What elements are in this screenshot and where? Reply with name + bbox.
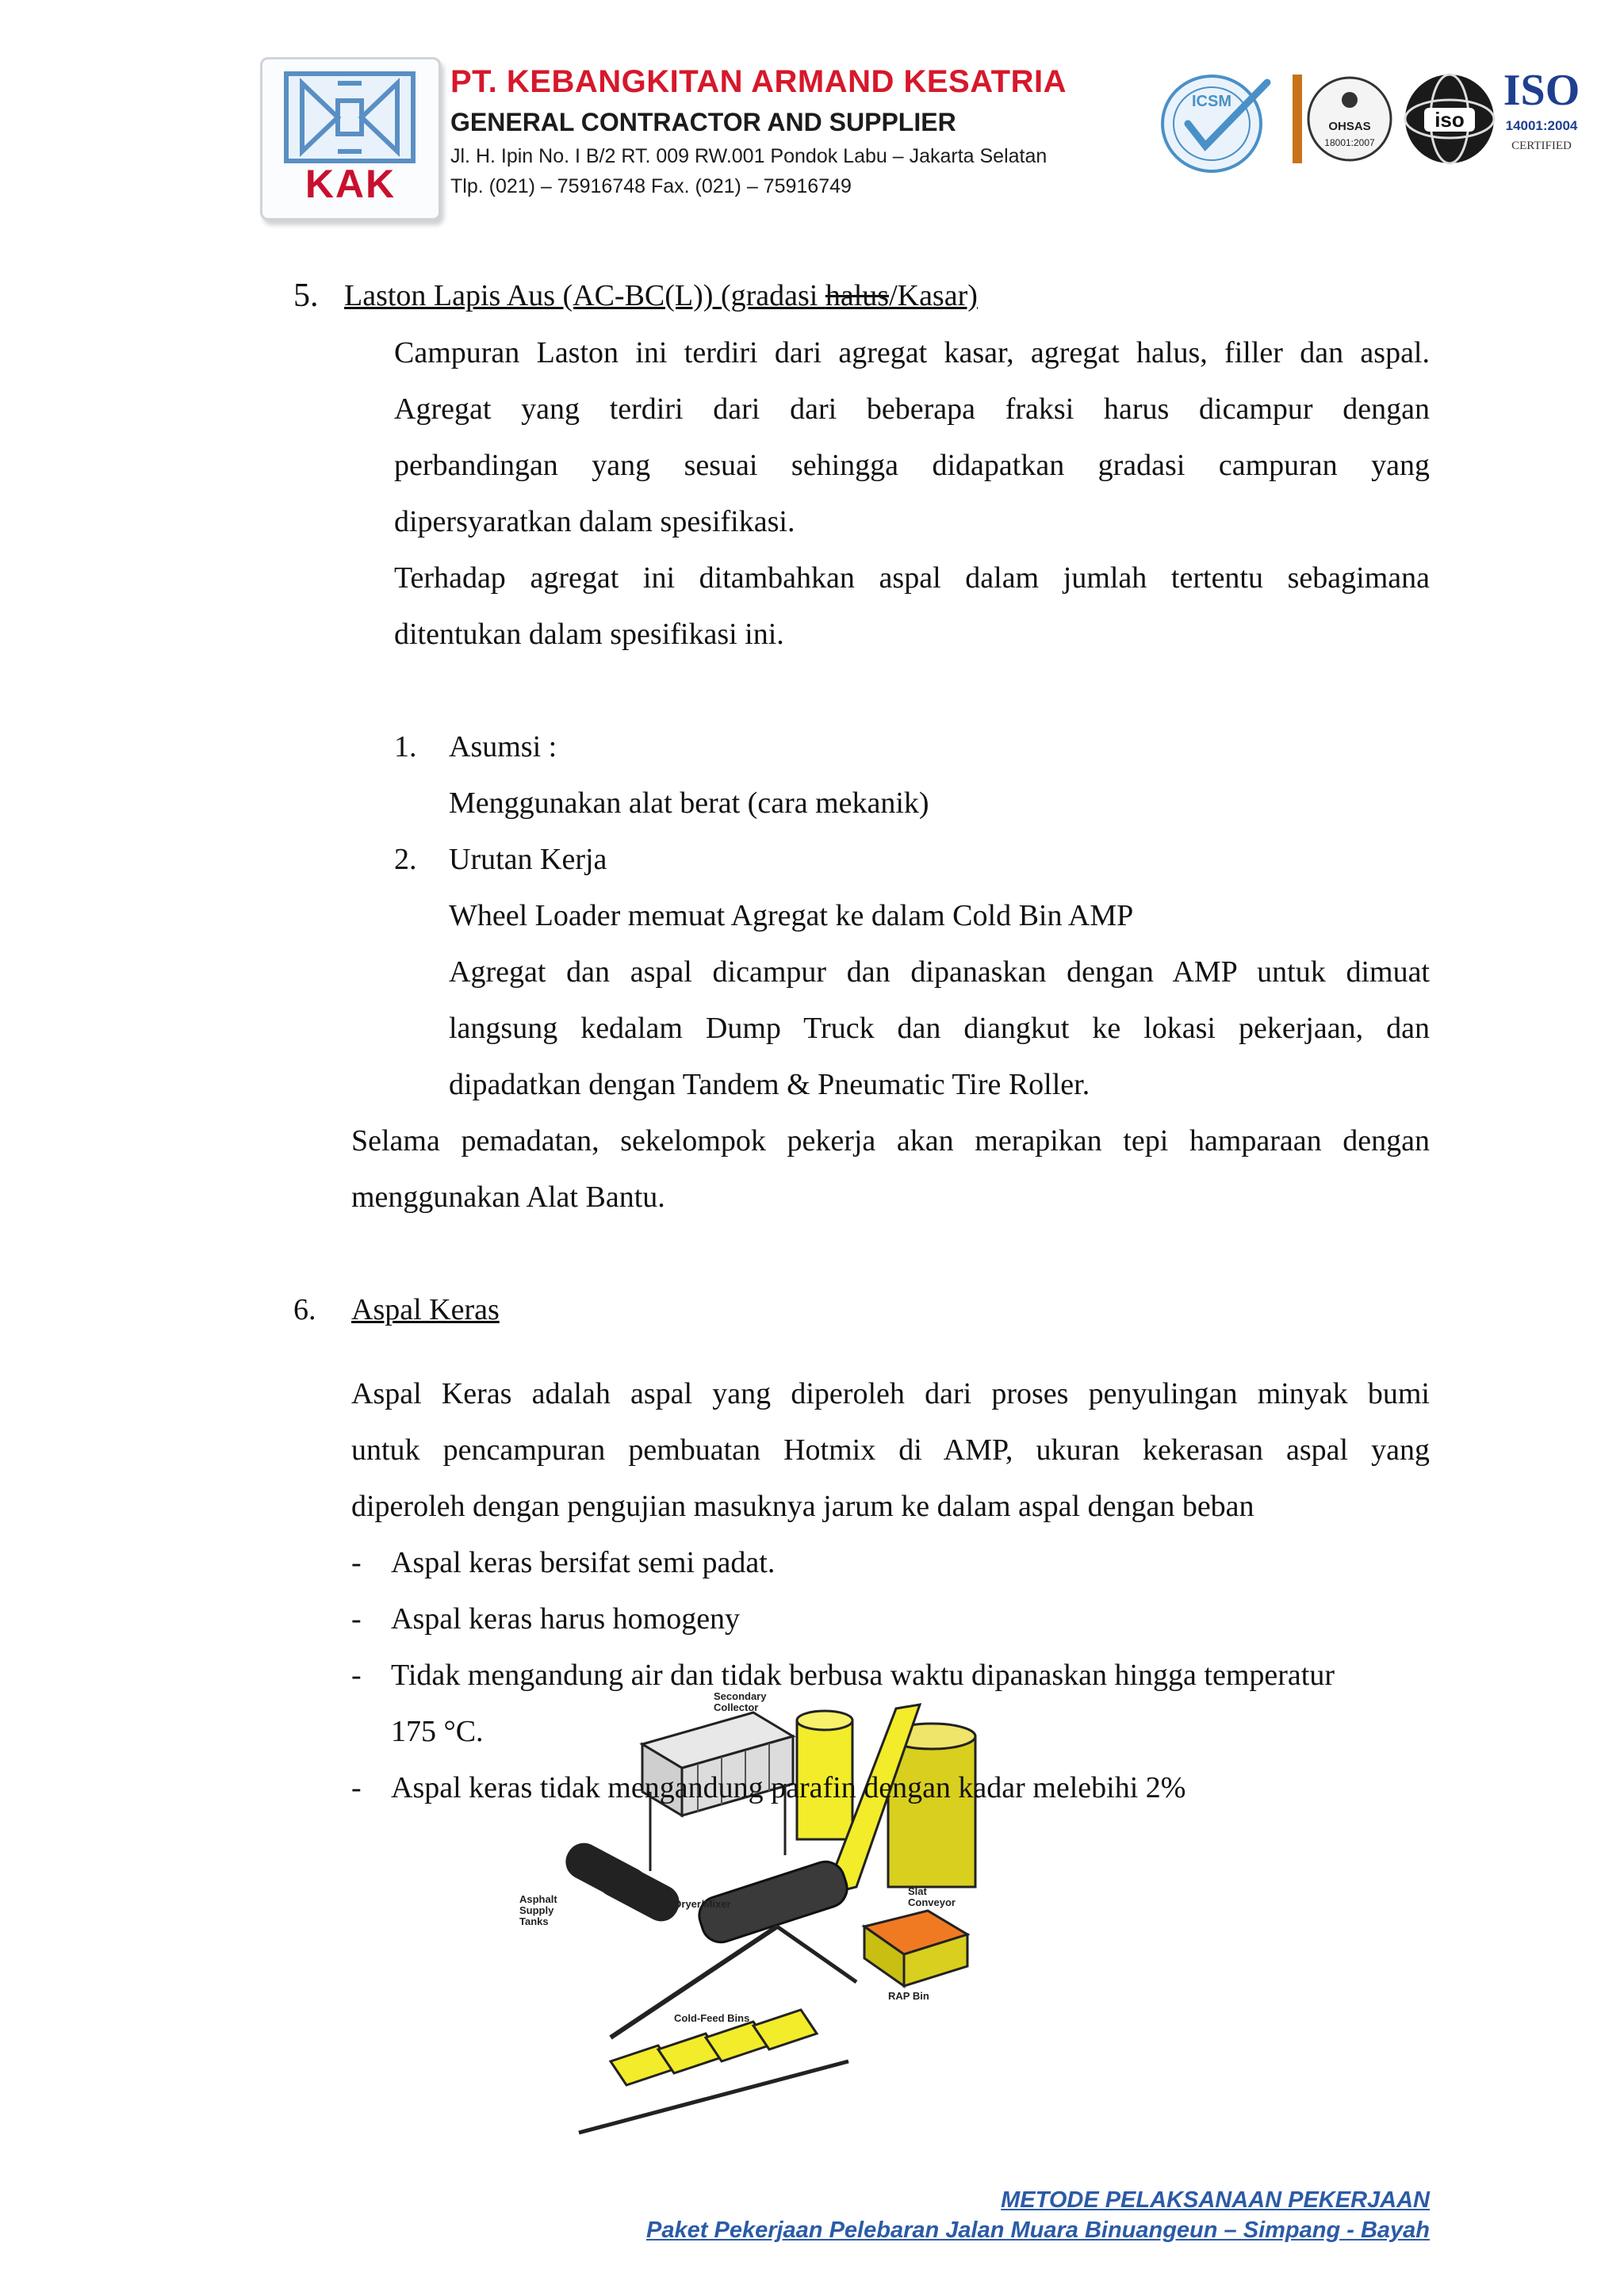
ohsas-certification-icon bbox=[1293, 68, 1396, 171]
icsm-certification-icon bbox=[1156, 67, 1286, 178]
label-slat-1: Slat bbox=[908, 1885, 927, 1897]
item-2-label: Urutan Kerja bbox=[449, 843, 607, 876]
company-subtitle: GENERAL CONTRACTOR AND SUPPLIER bbox=[450, 108, 956, 136]
section-5-para1-line3: perbandingan yang sesuai sehingga didapatkan gradasi campuran yang bbox=[394, 449, 1430, 482]
bullet-item-1: Aspal keras bersifat semi padat. bbox=[391, 1546, 776, 1579]
bullet-item-3-continuation: 175 °C. bbox=[391, 1715, 484, 1748]
kak-emblem-icon bbox=[262, 59, 439, 170]
label-asphalt-3: Tanks bbox=[519, 1915, 549, 1927]
label-cold-feed-bins: Cold-Feed Bins bbox=[674, 2012, 750, 2024]
label-asphalt-1: Asphalt bbox=[519, 1893, 557, 1905]
section-6-para-line3: diperoleh dengan pengujian masuknya jarum ke dalam aspal dengan beban bbox=[351, 1490, 1254, 1523]
section-5-title-part2: /Kasar) bbox=[889, 279, 978, 312]
section-5-closing-line1: Selama pemadatan, sekelompok pekerja akan merapikan tepi hamparaan dengan bbox=[351, 1124, 1430, 1158]
section-6-number: 6. bbox=[293, 1293, 316, 1326]
bullet-item-3: Tidak mengandung air dan tidak berbusa waktu dipanaskan hingga temperatur bbox=[391, 1659, 1335, 1692]
iso-globe-icon bbox=[1402, 70, 1497, 168]
section-5-closing-line2: menggunakan Alat Bantu. bbox=[351, 1181, 665, 1214]
label-slat-2: Conveyor bbox=[908, 1896, 956, 1908]
label-rap-bin: RAP Bin bbox=[888, 1990, 929, 2002]
bullet-dash: - bbox=[351, 1602, 362, 1636]
bullet-dash: - bbox=[351, 1771, 362, 1804]
iso-label: iso bbox=[1434, 108, 1465, 132]
asphalt-supply-tanks bbox=[560, 1837, 686, 1927]
logo-text: KAK bbox=[304, 162, 396, 206]
iso-14001-icon bbox=[1502, 63, 1581, 174]
label-secondary-collector-1: Secondary bbox=[714, 1690, 767, 1702]
section-5-title bbox=[344, 268, 978, 324]
company-info bbox=[450, 62, 1164, 201]
bullet-dash: - bbox=[351, 1659, 362, 1692]
iso14-certified: CERTIFIED bbox=[1511, 140, 1572, 152]
section-5-title-strike: halus bbox=[825, 279, 890, 312]
bullet-item-4: Aspal keras tidak mengandung parafin dengan kadar melebihi 2% bbox=[391, 1771, 1186, 1804]
iso14-standard: 14001:2004 bbox=[1505, 118, 1578, 133]
cold-feed-bins bbox=[579, 2010, 848, 2133]
item-1-text: Menggunakan alat berat (cara mekanik) bbox=[449, 786, 929, 820]
iso14-label: ISO bbox=[1503, 66, 1580, 115]
company-address: Jl. H. Ipin No. I B/2 RT. 009 RW.001 Pondok Labu – Jakarta Selatan bbox=[450, 145, 1048, 167]
section-5-para2-line2: ditentukan dalam spesifikasi ini. bbox=[394, 618, 784, 651]
section-5-title-part1: Laston Lapis Aus (AC-BC(L)) (gradasi bbox=[344, 279, 825, 312]
bullet-dash: - bbox=[351, 1546, 362, 1579]
company-phone: Tlp. (021) – 75916748 Fax. (021) – 75916749 bbox=[450, 175, 852, 197]
section-5-para1-line4: dipersyaratkan dalam spesifikasi. bbox=[394, 505, 795, 538]
section-5-number: 5. bbox=[293, 277, 319, 314]
page-footer bbox=[646, 2185, 1430, 2245]
footer-project-name: Paket Pekerjaan Pelebaran Jalan Muara Binuangeun – Simpang - Bayah bbox=[646, 2218, 1430, 2243]
label-dryer-mixer: Dryer/Mixer bbox=[674, 1898, 731, 1910]
footer-document-title: METODE PELAKSANAAN PEKERJAAN bbox=[1001, 2187, 1430, 2213]
section-6-title: Aspal Keras bbox=[351, 1293, 500, 1326]
letterhead bbox=[260, 57, 1580, 232]
section-6-para-line1: Aspal Keras adalah aspal yang diperoleh dari proses penyulingan minyak bumi bbox=[351, 1377, 1430, 1410]
company-name: PT. KEBANGKITAN ARMAND KESATRIA bbox=[450, 64, 1067, 99]
item-1-label: Asumsi : bbox=[449, 730, 557, 763]
asphalt-mixing-plant-illustration bbox=[515, 1689, 1071, 2141]
bullet-item-2: Aspal keras harus homogeny bbox=[391, 1602, 741, 1636]
label-asphalt-2: Supply bbox=[519, 1904, 554, 1916]
item-2-para-line3: dipadatkan dengan Tandem & Pneumatic Tire Roller. bbox=[449, 1068, 1090, 1101]
ohsas-label: OHSAS bbox=[1328, 120, 1371, 133]
section-6-para-line2: untuk pencampuran pembuatan Hotmix di AMP, ukuran kekerasan aspal yang bbox=[351, 1433, 1430, 1467]
item-2-number: 2. bbox=[394, 843, 417, 876]
item-2-line1: Wheel Loader memuat Agregat ke dalam Cold Bin AMP bbox=[449, 899, 1134, 932]
ohsas-standard: 18001:2007 bbox=[1324, 137, 1375, 148]
label-secondary-collector-2: Collector bbox=[714, 1701, 759, 1713]
item-2-para-line1: Agregat dan aspal dicampur dan dipanaskan dengan AMP untuk dimuat bbox=[449, 955, 1430, 989]
section-5-para1-line1: Campuran Laston ini terdiri dari agregat kasar, agregat halus, filler dan aspal. bbox=[394, 336, 1430, 369]
item-2-para-line2: langsung kedalam Dump Truck dan diangkut ke lokasi pekerjaan, dan bbox=[449, 1012, 1430, 1045]
item-1-number: 1. bbox=[394, 730, 417, 763]
section-5-para2-line1: Terhadap agregat ini ditambahkan aspal dalam jumlah tertentu sebagimana bbox=[394, 561, 1430, 595]
section-5-para1-line2: Agregat yang terdiri dari dari beberapa fraksi harus dicampur dengan bbox=[394, 392, 1430, 426]
icsm-label: ICSM bbox=[1192, 93, 1231, 110]
company-logo bbox=[260, 57, 441, 220]
